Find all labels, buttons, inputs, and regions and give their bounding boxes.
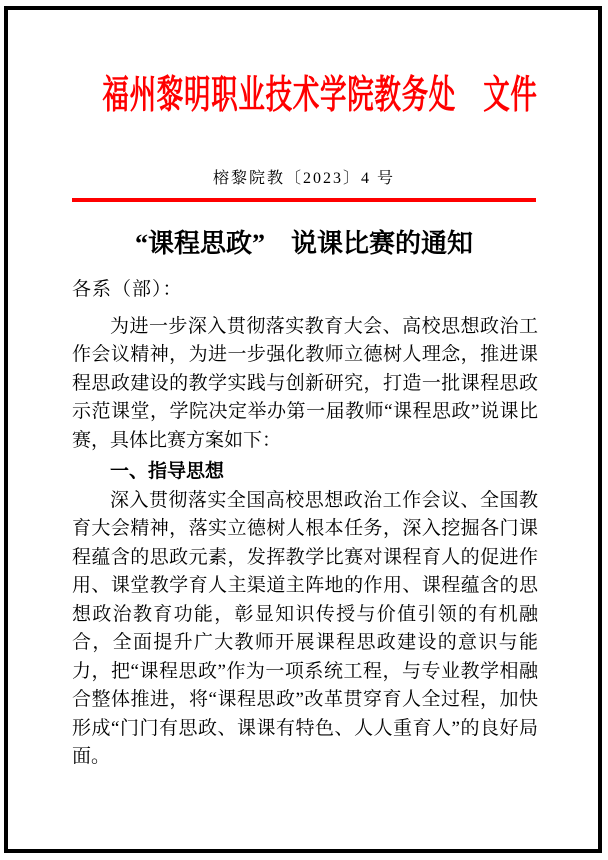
org-title-text: 福州黎明职业技术学院教务处 文件 xyxy=(102,74,538,117)
notice-title: “课程思政” 说课比赛的通知 xyxy=(134,229,473,258)
org-title xyxy=(0,72,608,120)
salutation: 各系（部）： xyxy=(72,279,183,300)
doc-number: 榕黎院教〔2023〕4 号 xyxy=(212,170,395,187)
section1-heading: 一、指导思想 xyxy=(110,461,225,482)
red-divider-line xyxy=(72,198,536,202)
section1-paragraph: 深入贯彻落实全国高校思想政治工作会议、全国教育大会精神，落实立德树人根本任务，深入挖掘各门课程蕴含的思政元素，发挥教学比赛对课程育人的促进作用、课堂教学育人主渠道主阵地的作用、课程蕴含的思想政治教育功能，彰显知识传授与价值引领的有机融合，全面提升广大教师开展课程思政建设的意识与能力，把“课程思政”作为一项系统工程，与专业教学相融合整体推进，将“课程思政”改革贯穿育人全过程，加快形成“门门有思政、课课有特色、人人重育人”的良好局面。 xyxy=(72,489,538,767)
notice-body xyxy=(72,276,538,772)
intro-paragraph: 为进一步深入贯彻落实教育大会、高校思想政治工作会议精神，为进一步强化教师立德树人理念，推进课程思政建设的教学实践与创新研究，打造一批课程思政示范课堂，学院决定举办第一届教师“课程思政”说课比赛，具体比赛方案如下： xyxy=(72,315,538,451)
